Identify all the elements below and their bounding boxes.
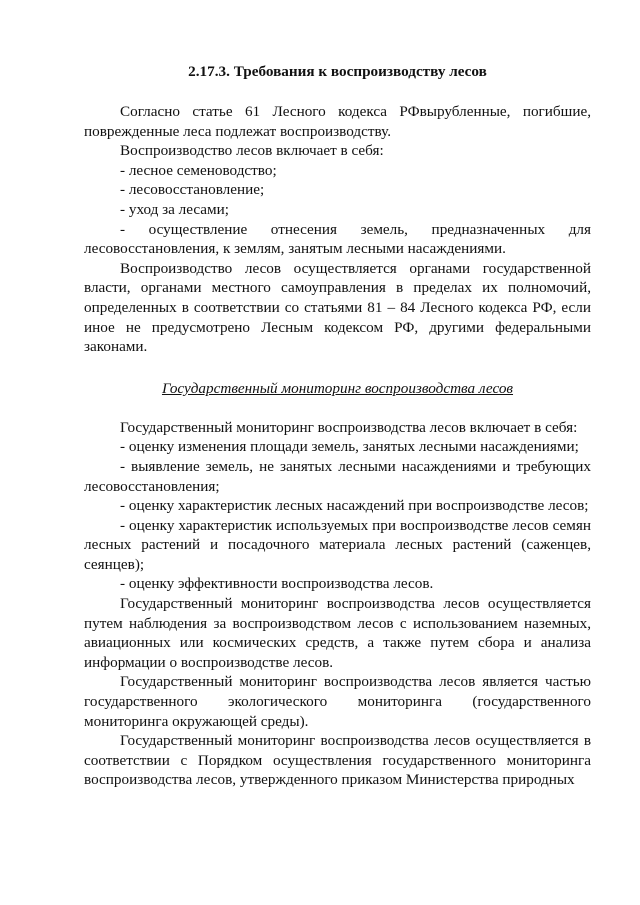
list-item: - оценку характеристик лесных насаждений при воспроизводстве лесов;: [120, 497, 589, 515]
paragraph: Государственный мониторинг воспроизводства лесов является частью государственного экологического мониторинга (государственного мониторинга окружающей среды).: [84, 673, 591, 730]
list-item: - лесовосстановление;: [120, 181, 265, 199]
list-item: - осуществление отнесения земель, предназначенных для лесовосстановления, к землям, занятым лесными насаждениями.: [84, 220, 591, 258]
list-item: - оценку изменения площади земель, занятых лесными насаждениями;: [120, 438, 579, 456]
paragraph: Государственный мониторинг воспроизводства лесов включает в себя:: [120, 418, 578, 436]
list-item: - оценку характеристик используемых при воспроизводстве лесов семян лесных растений и посадочного материала лесных растений (саженцев, сеянцев);: [84, 516, 591, 573]
paragraph: Государственный мониторинг воспроизводства лесов осуществляется путем наблюдения за воспроизводством лесов с использованием наземных, авиационных или космических средств, а также путем сбора и анализа информации о воспроизводстве лесов.: [84, 595, 591, 671]
paragraph: Согласно статье 61 Лесного кодекса РФвырубленные, погибшие, поврежденные леса подлежат воспроизводству.: [84, 103, 591, 140]
document-body: [84, 62, 591, 790]
list-item: - выявление земель, не занятых лесными насаждениями и требующих лесовосстановления;: [84, 457, 591, 495]
list-item: - оценку эффективности воспроизводства лесов.: [120, 575, 434, 593]
subsection-title: Государственный мониторинг воспроизводства лесов: [161, 379, 514, 397]
paragraph: Государственный мониторинг воспроизводства лесов осуществляется в соответствии с Порядком осуществления государственного мониторинга воспроизводства лесов, утвержденного приказом Министерства природных: [84, 732, 591, 789]
paragraph: Воспроизводство лесов включает в себя:: [120, 142, 384, 160]
section-title: 2.17.3. Требования к воспроизводству лесов: [188, 63, 487, 80]
list-item: - лесное семеноводство;: [120, 161, 277, 179]
list-item: - уход за лесами;: [120, 200, 230, 218]
paragraph: Воспроизводство лесов осуществляется органами государственной власти, органами местного самоуправления в пределах их полномочий, определенных в соответствии со статьями 81 – 84 Лесного кодекса РФ, если иное не предусмотрено Лесным кодексом РФ, другими федеральными законами.: [84, 259, 591, 356]
